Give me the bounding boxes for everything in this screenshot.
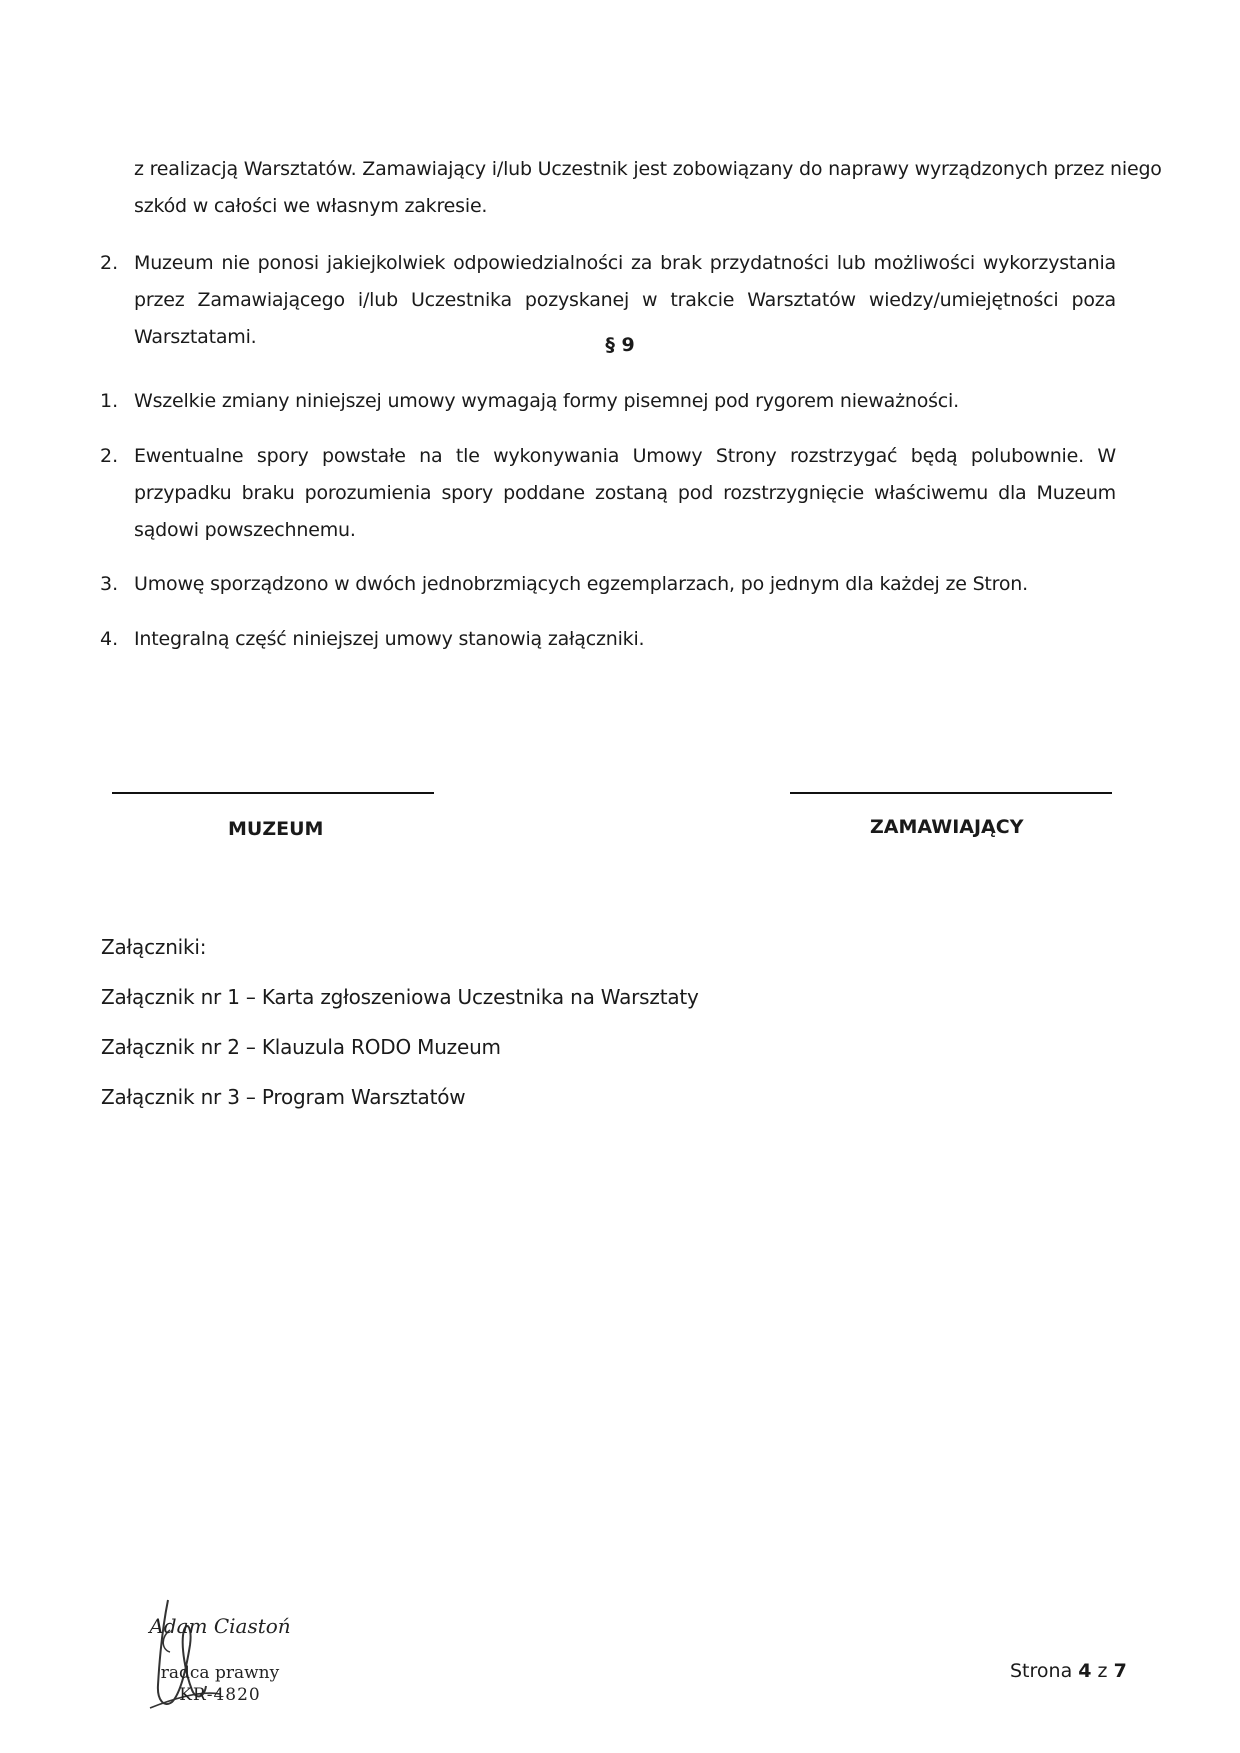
legal-counsel-stamp — [120, 1590, 320, 1740]
attachments-heading: Załączniki: — [101, 935, 207, 959]
continuation-line-1: z realizacją Warsztatów. Zamawiający i/lub Uczestnik jest zobowiązany do naprawy wyrządzonych przez niego — [134, 158, 1162, 180]
footer-prefix: Strona — [1010, 1660, 1073, 1682]
stamp-title: radca prawny — [160, 1663, 280, 1683]
footer-total-pages: 7 — [1113, 1660, 1127, 1682]
footer-page-number: 4 — [1078, 1660, 1092, 1682]
prev-item-2-text: Muzeum nie ponosi jakiejkolwiek odpowiedzialności za brak przydatności lub możliwości wykorzystania przez Zamawiającego i/lub Uczestnika pozyskanej w trakcie Warsztatów wiedzy/umiejętności poza Warsztatami. — [134, 252, 1116, 348]
s9-item-1-text: Wszelkie zmiany niniejszej umowy wymagają formy pisemnej pod rygorem nieważności. — [134, 390, 959, 412]
footer-separator: z — [1097, 1660, 1108, 1682]
prev-item-2-number: 2. — [100, 252, 119, 274]
signature-line-zamawiajacy — [790, 792, 1112, 794]
s9-item-3-text: Umowę sporządzono w dwóch jednobrzmiących egzemplarzach, po jednym dla każdej ze Stron. — [134, 573, 1028, 595]
s9-item-4-number: 4. — [100, 628, 119, 650]
page-footer — [1010, 1660, 1127, 1682]
s9-item-4-text: Integralną część niniejszej umowy stanowią załączniki. — [134, 628, 645, 650]
attachment-3: Załącznik nr 3 – Program Warsztatów — [101, 1085, 466, 1109]
signature-line-muzeum — [112, 792, 434, 794]
signature-label-zamawiajacy: ZAMAWIAJĄCY — [870, 816, 1024, 838]
continuation-line-2: szkód w całości we własnym zakresie. — [134, 195, 488, 217]
s9-item-3-number: 3. — [100, 573, 119, 595]
s9-item-1-number: 1. — [100, 390, 119, 412]
attachment-2: Załącznik nr 2 – Klauzula RODO Muzeum — [101, 1035, 501, 1059]
signature-label-muzeum: MUZEUM — [228, 818, 324, 840]
section-9-heading: § 9 — [605, 334, 635, 356]
stamp-number: KR-4820 — [179, 1685, 261, 1705]
attachment-1: Załącznik nr 1 – Karta zgłoszeniowa Uczestnika na Warsztaty — [101, 985, 699, 1009]
s9-item-2-text: Ewentualne spory powstałe na tle wykonywania Umowy Strony rozstrzygać będą polubownie. W przypadku braku porozumienia spory poddane zostaną pod rozstrzygnięcie właściwemu dla Muzeum sądowi powszechnemu. — [134, 445, 1116, 541]
s9-item-2-number: 2. — [100, 445, 119, 467]
stamp-name: Adam Ciastoń — [149, 1614, 291, 1638]
